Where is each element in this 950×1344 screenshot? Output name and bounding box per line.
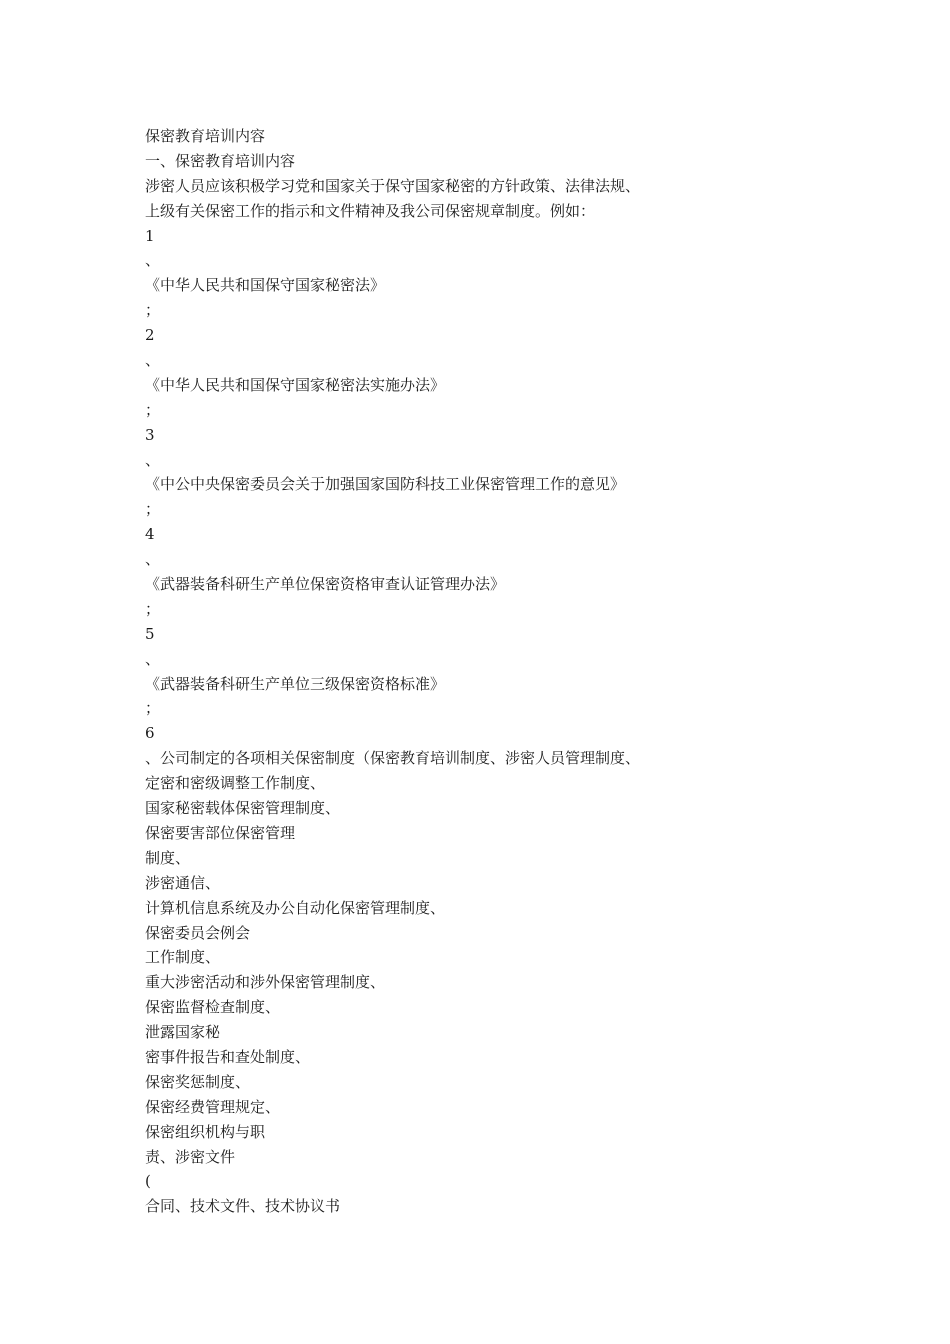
text-line: 保密经费管理规定、 xyxy=(145,1097,281,1116)
text-line: 密事件报告和查处制度、 xyxy=(145,1047,311,1066)
text-line: 保密奖惩制度、 xyxy=(145,1072,251,1091)
text-line: 保密组织机构与职 xyxy=(145,1122,266,1141)
list-separator: 、 xyxy=(145,351,161,370)
list-item: 《中华人民共和国保守国家秘密法实施办法》 xyxy=(145,375,446,394)
list-number: 4 xyxy=(145,525,155,544)
list-number: 6 xyxy=(145,724,155,743)
list-item: 《武器装备科研生产单位三级保密资格标准》 xyxy=(145,674,446,693)
text-line: 涉密通信、 xyxy=(145,873,221,892)
list-separator: 、 xyxy=(145,450,161,469)
text-line: 重大涉密活动和涉外保密管理制度、 xyxy=(145,973,386,992)
list-separator: 、 xyxy=(145,649,161,668)
list-terminator: ； xyxy=(145,400,161,419)
list-separator: 、 xyxy=(145,550,161,569)
list-number: 1 xyxy=(145,226,155,245)
text-line: 上级有关保密工作的指示和文件精神及我公司保密规章制度。例如： xyxy=(145,201,596,220)
list-number: 2 xyxy=(145,326,155,345)
text-line: 保密委员会例会 xyxy=(145,923,251,942)
list-item: 《中公中央保密委员会关于加强国家国防科技工业保密管理工作的意见》 xyxy=(145,475,626,494)
text-line: 泄露国家秘 xyxy=(145,1023,221,1042)
list-terminator: ； xyxy=(145,599,161,618)
text-line: 工作制度、 xyxy=(145,948,221,967)
section-heading: 一、保密教育培训内容 xyxy=(145,151,296,170)
text-line: 定密和密级调整工作制度、 xyxy=(145,774,326,793)
text-line: 合同、技术文件、技术协议书 xyxy=(145,1197,341,1216)
text-line: 保密要害部位保密管理 xyxy=(145,823,296,842)
list-item: 《中华人民共和国保守国家秘密法》 xyxy=(145,276,386,295)
text-line: 计算机信息系统及办公自动化保密管理制度、 xyxy=(145,898,446,917)
list-terminator: ； xyxy=(145,500,161,519)
list-number: 5 xyxy=(145,624,155,643)
list-terminator: ； xyxy=(145,301,161,320)
text-line: 责、涉密文件 xyxy=(145,1147,236,1166)
list-terminator: ； xyxy=(145,699,161,718)
document-title: 保密教育培训内容 xyxy=(145,127,266,145)
text-line: 国家秘密载体保密管理制度、 xyxy=(145,799,341,818)
text-line: 、公司制定的各项相关保密制度（保密教育培训制度、涉密人员管理制度、 xyxy=(145,749,641,768)
text-line: 制度、 xyxy=(145,848,191,867)
document-body xyxy=(145,124,905,1219)
text-line: 保密监督检查制度、 xyxy=(145,998,281,1017)
list-separator: 、 xyxy=(145,251,161,270)
list-item: 《武器装备科研生产单位保密资格审查认证管理办法》 xyxy=(145,575,506,594)
text-line: 涉密人员应该积极学习党和国家关于保守国家秘密的方针政策、法律法规、 xyxy=(145,176,641,195)
list-number: 3 xyxy=(145,425,155,444)
text-line: ( xyxy=(145,1172,151,1191)
